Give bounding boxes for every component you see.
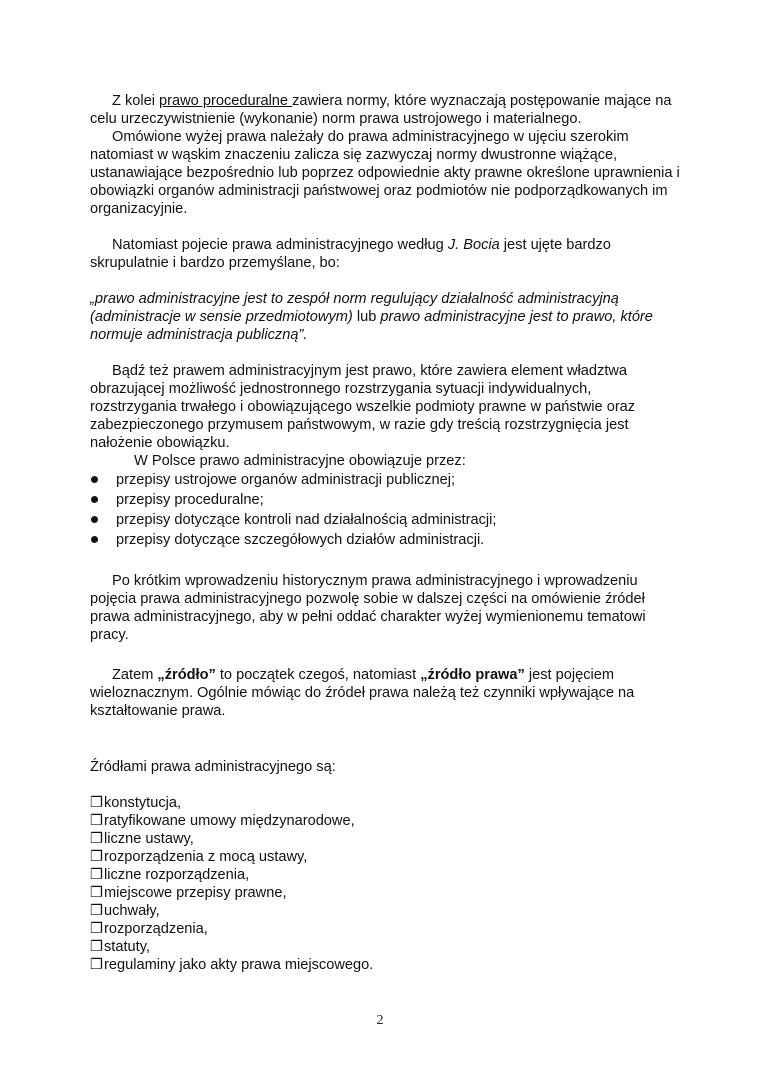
list-item: ❒uchwały,: [90, 903, 160, 919]
checkbox-icon: ❒: [90, 885, 104, 901]
list-item: ❒ratyfikowane umowy międzynarodowe,: [90, 813, 355, 829]
text: zawiera normy, które wyznaczają postępowanie mające na celu urzeczywistnienie (wykonanie) norm prawa ustrojowego i materialnego.: [90, 93, 672, 127]
sources-heading: Źródłami prawa administracyjnego są:: [90, 759, 336, 775]
paragraph-bocia: [90, 236, 680, 272]
checkbox-icon: ❒: [90, 795, 104, 811]
checkbox-icon: ❒: [90, 957, 104, 973]
checkbox-icon: ❒: [90, 939, 104, 955]
quote-part-2: prawo administracyjne jest to prawo, które normuje administracja publiczną”.: [90, 309, 653, 343]
list-item: ❒liczne ustawy,: [90, 831, 194, 847]
page-number: 2: [376, 1013, 384, 1028]
list-item: ❒konstytucja,: [90, 795, 182, 811]
list-item: przepisy dotyczące kontroli nad działalnością administracji;: [90, 510, 680, 530]
list-item: ❒rozporządzenia,: [90, 921, 208, 937]
paragraph-broad-narrow: Omówione wyżej prawa należały do prawa administracyjnego w ujęciu szerokim natomiast w wąskim znaczeniu zalicza się zazwyczaj normy dwustronne wiążące, ustanawiające bezpośrednio lub poprzez odpowiednie akty prawne określone uprawnienia i obowiązki organów administracji państwowej oraz podmiotów nie podporządkowanych im organizacyjnie.: [90, 129, 680, 217]
checkbox-icon: ❒: [90, 903, 104, 919]
document-page: [90, 92, 680, 974]
checkbox-icon: ❒: [90, 921, 104, 937]
paragraph-introduction: Po krótkim wprowadzeniu historycznym prawa administracyjnego i wprowadzeniu pojęcia prawa administracyjnego pozwolę sobie w dalszej części na omówienie źródeł prawa administracyjnego, aby w pełni oddać charakter wyżej wymienionemu tematowi pracy.: [90, 573, 646, 643]
list-item: ❒miejscowe przepisy prawne,: [90, 885, 287, 901]
checkbox-icon: ❒: [90, 849, 104, 865]
text: Z kolei: [112, 93, 160, 109]
bullet-icon: [91, 496, 98, 503]
paragraph-authority: Bądź też prawem administracyjnym jest prawo, które zawiera element władztwa obrazującej możliwość jednostronnego rozstrzygania sytuacji indywidualnych, rozstrzygania trwałego i obowiązującego wszelkie podmioty prawne w państwie oraz zabezpieczonego przymusem państwowym, w razie gdy treścią rozstrzygnięcia jest nałożenie obowiązku.: [90, 363, 636, 451]
sources-list: [90, 794, 680, 974]
checkbox-icon: ❒: [90, 813, 104, 829]
text: to początek czegoś, natomiast: [215, 667, 421, 683]
bullet-icon: [91, 536, 98, 543]
quote-part-1: „prawo administracyjne jest to zespół norm regulujący działalność administracyjną (administracje w sensie przedmiotowym): [90, 291, 619, 325]
text: jest ujęte bardzo skrupulatnie i bardzo przemyślane, bo:: [90, 237, 611, 271]
text: Natomiast pojecie prawa administracyjnego według: [112, 237, 448, 253]
list-item: przepisy dotyczące szczegółowych działów administracji.: [90, 530, 680, 550]
paragraph-poland: W Polsce prawo administracyjne obowiązuje przez:: [134, 453, 466, 469]
checkbox-icon: ❒: [90, 867, 104, 883]
bold-term: „źródło prawa”: [420, 667, 525, 683]
quote-definition: [90, 290, 680, 344]
checkbox-icon: ❒: [90, 831, 104, 847]
list-item: ❒regulaminy jako akty prawa miejscowego.: [90, 957, 374, 973]
underlined-term: prawo proceduralne: [159, 93, 293, 109]
bullet-list: [90, 470, 680, 550]
text: Zatem: [112, 667, 158, 683]
text: lub: [352, 309, 381, 325]
paragraph-source-definition: [90, 666, 680, 720]
list-item: ❒liczne rozporządzenia,: [90, 867, 250, 883]
list-item: przepisy ustrojowe organów administracji publicznej;: [90, 470, 680, 490]
list-item: ❒rozporządzenia z mocą ustawy,: [90, 849, 308, 865]
author-name: J. Bocia: [447, 237, 500, 253]
bullet-icon: [91, 476, 98, 483]
paragraph-procedural-law: [90, 92, 680, 128]
bold-term: „źródło”: [157, 667, 216, 683]
bullet-icon: [91, 516, 98, 523]
text: jest pojęciem wieloznacznym. Ogólnie mówiąc do źródeł prawa należą też czynniki wpływające na kształtowanie prawa.: [90, 667, 635, 719]
list-item: ❒statuty,: [90, 939, 150, 955]
list-item: przepisy proceduralne;: [90, 490, 680, 510]
